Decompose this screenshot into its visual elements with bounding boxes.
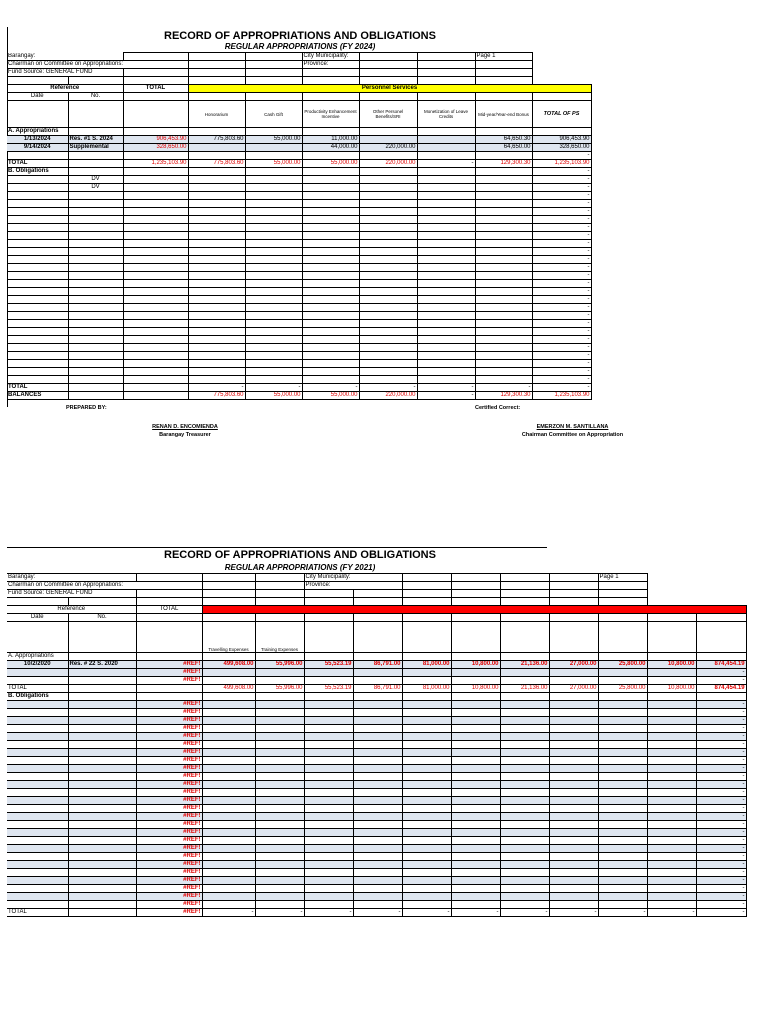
chairman-label: Chairman on Committee on Appropriations: bbox=[7, 61, 188, 69]
table-row: #REF! - bbox=[7, 781, 746, 789]
barangay-label: Barangay: bbox=[7, 574, 136, 582]
doc2-total-row: TOTAL 499,608.00 55,996.00 55,523.19 86,791.00 81,000.00 10,800.00 21,136.00 27,000.00 25,800.00 10,800.00 874,454.19 bbox=[8, 685, 745, 691]
table-row: - bbox=[7, 288, 591, 296]
table-row: #REF! - bbox=[7, 717, 746, 725]
col-pei: Productivity Enhancement Incentive bbox=[302, 101, 359, 128]
doc2-title: RECORD OF APPROPRIATIONS AND OBLIGATIONS bbox=[164, 549, 436, 561]
barangay-label: Barangay: bbox=[8, 52, 36, 59]
table-row: - bbox=[7, 376, 591, 384]
table-row: 10/2/2020 Res. # 22 S. 2020 #REF! 499,608.00 55,996.00 55,523.19 86,791.00 81,000.00 10,800.00 21,136.00 27,000.00 25,800.00 10,800.00 874,454.19 bbox=[7, 661, 746, 669]
table-row: - bbox=[7, 216, 591, 224]
doc1-table: Barangay: City Municipality: Page 1 Chairman on Committee on Appropriations: Province: Fund Source: GENERAL FUND Reference TOTAL Personnel Services Date No. Honorarium Cash Gift Productivity Enhancement Incentive Other Personel Benefits/SRI Monetization of Leave Credits Mid-year/Year-end Bonus TOTAL OF PS A. Appropriations 1/13/2024 Res. #1 S. 2024 906,453.90 775,803.60 55,000.00 11,000.00 64,650.30 906,453.90 9/14/2024 Supplemental 328,650.00 44,000.00 220,000.00 64,650.00 328,650.00 - TOTAL 1,235,103.90 775,803.60 55,000.00 55,000.00 220,000.00 - 129,300.30 1,235,103.90 B. Obligations - DV - DV - - - - - - - - - - - - - - - - - - - - - - - - - TOTAL - - - - - - - BALANCES 775,803.60 55,000.00 55,000.00 220,000.00 - 129,300.30 1,235,103.90 bbox=[8, 52, 590, 398]
signatory-1-name: RENAN D. ENCOMIENDA bbox=[152, 424, 218, 430]
table-row: #REF! - bbox=[7, 813, 746, 821]
city-label: City Municipality: bbox=[304, 574, 402, 582]
table-row: - bbox=[7, 320, 591, 328]
table-row: #REF! - bbox=[7, 749, 746, 757]
table-row: #REF! - bbox=[7, 757, 746, 765]
table-row: - bbox=[7, 240, 591, 248]
certified-correct-label: Certified Correct: bbox=[475, 405, 521, 411]
col-monetization: Monetization of Leave Credits bbox=[417, 101, 475, 128]
doc1-total2-row: TOTAL - - - - - - - bbox=[8, 384, 590, 390]
doc1-row-chairman bbox=[7, 61, 591, 69]
no-header: No. bbox=[68, 93, 123, 101]
table-row: - bbox=[7, 232, 591, 240]
doc1-title: RECORD OF APPROPRIATIONS AND OBLIGATIONS bbox=[164, 30, 436, 42]
table-row: #REF! - bbox=[7, 885, 746, 893]
table-row: #REF! - bbox=[7, 701, 746, 709]
doc1-header-row bbox=[7, 85, 591, 93]
table-row: - bbox=[7, 208, 591, 216]
doc1-total-row: TOTAL 1,235,103.90 775,803.60 55,000.00 55,000.00 220,000.00 - 129,300.30 1,235,103.90 bbox=[8, 160, 590, 166]
signatory-1-title: Barangay Treasurer bbox=[159, 432, 211, 438]
city-label: City Municipality: bbox=[302, 53, 359, 61]
table-row: #REF! - bbox=[7, 877, 746, 885]
table-row: #REF! - bbox=[7, 837, 746, 845]
table-row: - bbox=[7, 264, 591, 272]
table-row: #REF! - bbox=[7, 773, 746, 781]
doc2-top-rule bbox=[7, 547, 547, 548]
table-row: #REF! - bbox=[7, 797, 746, 805]
col-other-benefits: Other Personel Benefits/SRI bbox=[359, 101, 417, 128]
table-row: - bbox=[7, 304, 591, 312]
date-header: Date bbox=[7, 93, 68, 101]
province-label: Province: bbox=[302, 61, 359, 69]
table-row: 1/13/2024 Res. #1 S. 2024 906,453.90 775,803.60 55,000.00 11,000.00 64,650.30 906,453.90 bbox=[7, 136, 591, 144]
chairman-label: Chairman on Committee on Appropriations: bbox=[7, 582, 202, 590]
table-row: #REF! - bbox=[7, 853, 746, 861]
fund-label: Fund Source: GENERAL FUND bbox=[7, 590, 136, 598]
personnel-services-header: Personnel Services bbox=[188, 85, 591, 93]
doc1-balances-row: BALANCES 775,803.60 55,000.00 55,000.00 220,000.00 - 129,300.30 1,235,103.90 bbox=[8, 392, 590, 398]
signatory-2-title: Chairman Committee on Appropriation bbox=[521, 432, 624, 438]
table-row: - bbox=[7, 328, 591, 336]
signatory-2-name: EMERZON M. SANTILLANA bbox=[536, 424, 609, 430]
doc1-row-fund bbox=[7, 69, 591, 77]
table-row: #REF! - bbox=[7, 821, 746, 829]
table-row: - bbox=[7, 360, 591, 368]
col-travelling: Travelling Expenses bbox=[202, 622, 255, 653]
table-row: - bbox=[7, 248, 591, 256]
table-row: - bbox=[7, 192, 591, 200]
doc2-subtitle: REGULAR APPROPRIATIONS (FY 2021) bbox=[224, 563, 376, 572]
table-row: - bbox=[7, 368, 591, 376]
table-row: #REF! - bbox=[7, 765, 746, 773]
table-row: 9/14/2024 Supplemental 328,650.00 44,000.00 220,000.00 64,650.00 328,650.00 bbox=[7, 144, 591, 152]
section-b-label: B. Obligations bbox=[7, 168, 68, 176]
col-honorarium: Honorarium bbox=[188, 101, 245, 128]
table-row: #REF! - bbox=[7, 901, 746, 909]
province-label: Province: bbox=[304, 582, 402, 590]
section-a-label: A. Appropriations bbox=[7, 653, 68, 661]
reference-header: Reference bbox=[7, 85, 123, 93]
page-label: Page 1 bbox=[475, 53, 532, 61]
page-label: Page 1 bbox=[598, 574, 647, 582]
table-row: - bbox=[7, 200, 591, 208]
no-header: No. bbox=[68, 614, 136, 622]
table-row: - bbox=[7, 344, 591, 352]
table-row: - bbox=[7, 296, 591, 304]
table-row: #REF! - bbox=[7, 733, 746, 741]
table-row: #REF! - bbox=[7, 725, 746, 733]
prepared-by-label: PREPARED BY: bbox=[66, 405, 107, 411]
doc2-total2-row: TOTAL #REF! - - - - - - - - - - - bbox=[8, 909, 745, 915]
table-row: #REF! - bbox=[7, 709, 746, 717]
table-row: #REF! - bbox=[7, 805, 746, 813]
table-row: #REF! - bbox=[7, 741, 746, 749]
table-row: - bbox=[7, 256, 591, 264]
doc2-table: Barangay: City Municipality: Page 1 Chairman on Committee on Appropriations: Province: Fund Source: GENERAL FUND Reference TOTAL Date No. Travelling Expenses Training Expenses A. Appropriations 10/2/2020 Res. # 22 S. 2020 #REF! 499,608.00 55,996.00 55,523.19 86,791.00 81,000.00 10,800.00 21,136.00 27,000.00 25,800.00 10,800.00 874,454.19 #REF! - #REF! - TOTAL 499,608.00 55,996.00 55,523.19 86,791.00 81,000.00 10,800.00 21,136.00 27,000.00 25,800.00 10,800.00 874,454.19 B. Obligations #REF! - #REF! - #REF! - #REF! - #REF! - #REF! - #REF! - #REF! - #REF! - #REF! - #REF! - #REF! - #REF! - #REF! - #REF! - #REF! - #REF! - #REF! - #REF! - #REF! - #REF! - #REF! - #REF! - #REF! - #REF! - #REF! - TOTAL #REF! - - - - - - - - - - - bbox=[8, 574, 745, 915]
doc1-subtitle: REGULAR APPROPRIATIONS (FY 2024) bbox=[224, 42, 376, 51]
table-row: - bbox=[7, 272, 591, 280]
doc1-row-barangay bbox=[7, 53, 591, 61]
col-bonus: Mid-year/Year-end Bonus bbox=[475, 101, 532, 128]
doc1-column-headers bbox=[7, 101, 591, 128]
date-header: Date bbox=[7, 614, 68, 622]
section-a-label: A. Appropriations bbox=[7, 128, 68, 136]
table-row: - bbox=[7, 224, 591, 232]
col-total-ps: TOTAL OF PS bbox=[532, 101, 591, 128]
reference-header: Reference bbox=[7, 606, 136, 614]
table-row: #REF! - bbox=[7, 869, 746, 877]
table-row: #REF! - bbox=[7, 861, 746, 869]
table-row: - bbox=[7, 336, 591, 344]
table-row: - bbox=[7, 280, 591, 288]
table-row: - bbox=[7, 312, 591, 320]
fund-label: Fund Source: GENERAL FUND bbox=[7, 69, 123, 77]
total-header: TOTAL bbox=[136, 606, 202, 614]
table-row: #REF! - bbox=[7, 893, 746, 901]
table-row: #REF! - bbox=[7, 829, 746, 837]
section-b-label: B. Obligations bbox=[7, 693, 68, 701]
red-header-bar bbox=[202, 606, 746, 614]
table-row: #REF! - bbox=[7, 845, 746, 853]
table-row: #REF! - bbox=[7, 789, 746, 797]
col-cash-gift: Cash Gift bbox=[245, 101, 302, 128]
col-training: Training Expenses bbox=[255, 622, 304, 653]
table-row: - bbox=[7, 352, 591, 360]
total-header: TOTAL bbox=[123, 85, 188, 93]
